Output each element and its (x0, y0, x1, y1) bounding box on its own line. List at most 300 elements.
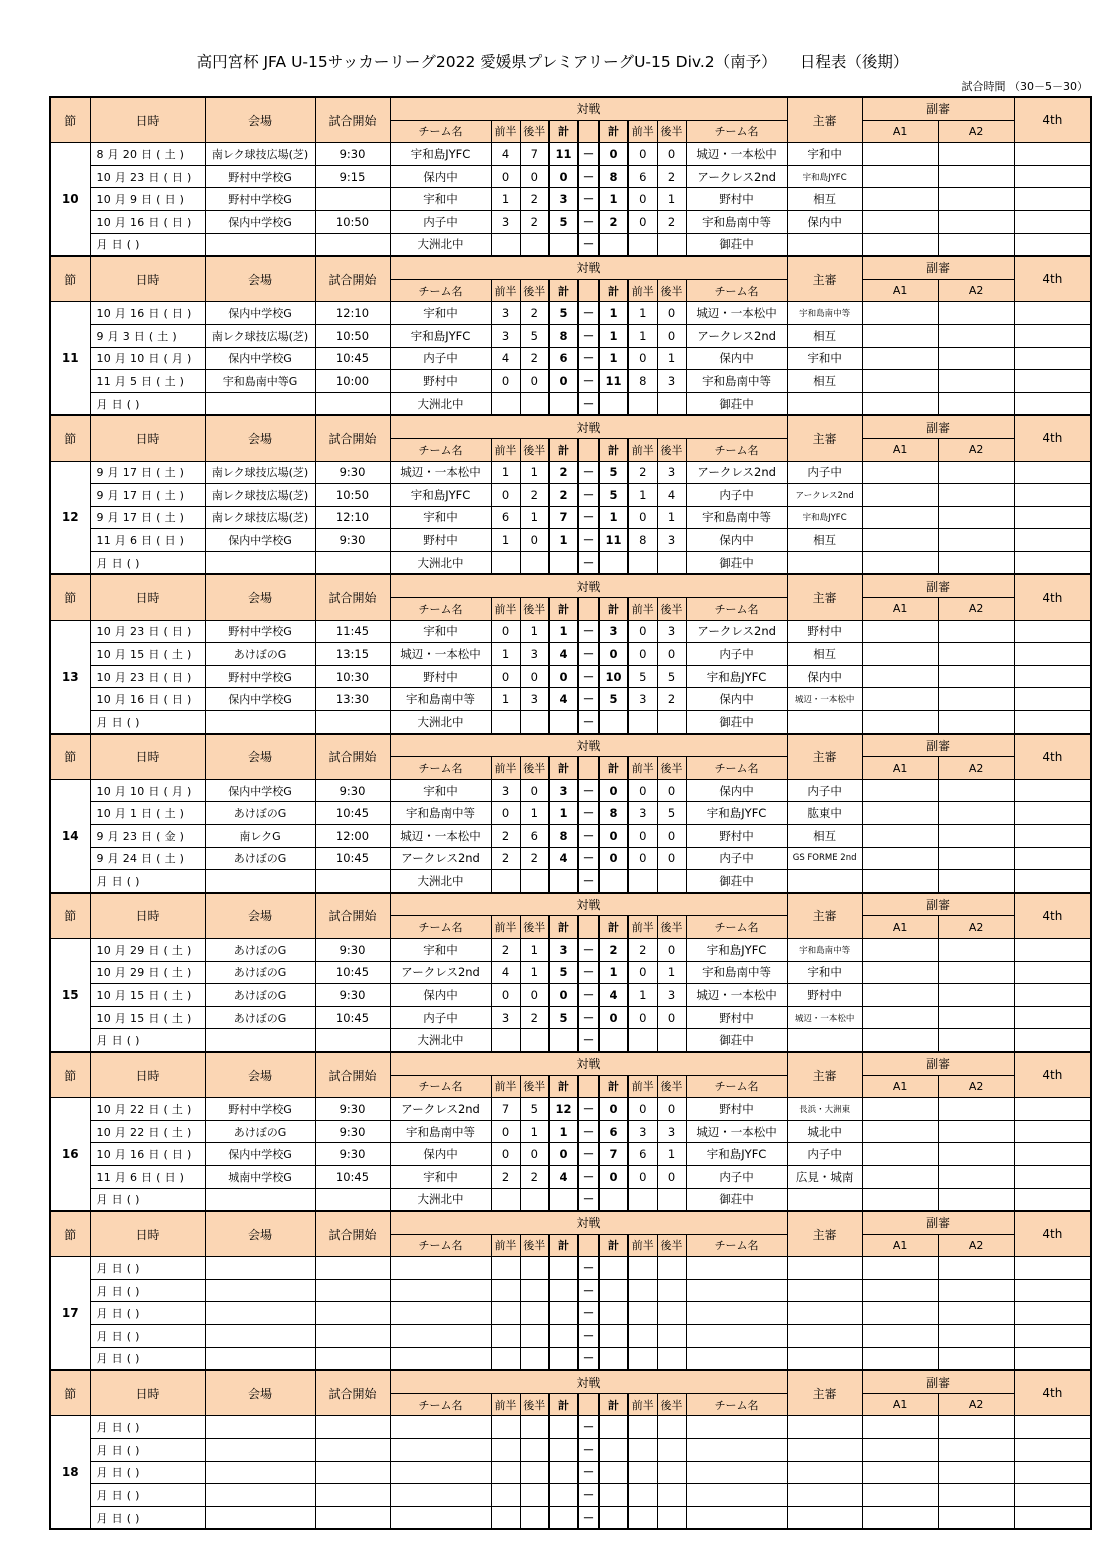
home-total-score (549, 1439, 578, 1462)
match-date: 月 日 ( ) (90, 551, 205, 574)
assistant-referee-a1 (862, 984, 938, 1007)
away-first-half-score (628, 392, 657, 415)
away-team: 宇和島南中等 (686, 506, 787, 529)
match-venue: 南レク球技広場(芝) (205, 461, 315, 484)
match-date: 月 日 ( ) (90, 1188, 205, 1211)
away-team: 御荘中 (686, 1029, 787, 1052)
header-referee: 主審 (787, 256, 862, 302)
away-first-half-score (628, 1029, 657, 1052)
score-separator: － (578, 711, 599, 734)
away-team: 御荘中 (686, 551, 787, 574)
header-venue: 会場 (205, 1370, 315, 1416)
away-team (686, 1484, 787, 1507)
header-away-team: チーム名 (686, 598, 787, 621)
away-total-score: 4 (599, 984, 628, 1007)
assistant-referee-a1 (862, 711, 938, 734)
kickoff-time (315, 188, 390, 211)
home-team: アークレス2nd (390, 961, 491, 984)
match-date: 10 月 23 日 ( 日 ) (90, 165, 205, 188)
kickoff-time: 10:45 (315, 847, 390, 870)
away-team: 城辺・一本松中 (686, 984, 787, 1007)
match-date: 月 日 ( ) (90, 711, 205, 734)
away-first-half-score: 3 (628, 688, 657, 711)
fourth-official (1014, 1006, 1091, 1029)
header-section: 節 (50, 97, 90, 143)
away-total-score (599, 1347, 628, 1370)
match-date: 月 日 ( ) (90, 1506, 205, 1529)
away-team: 内子中 (686, 847, 787, 870)
fourth-official (1014, 188, 1091, 211)
referee: 相互 (787, 643, 862, 666)
kickoff-time (315, 711, 390, 734)
assistant-referee-a2 (938, 302, 1014, 325)
home-first-half-score (491, 1347, 520, 1370)
score-separator: － (578, 825, 599, 848)
home-first-half-score: 7 (491, 1098, 520, 1121)
away-total-score: 1 (599, 188, 628, 211)
match-date: 10 月 10 日 ( 月 ) (90, 779, 205, 802)
match-venue: 保内中学校G (205, 347, 315, 370)
header-home-first-half: 前半 (491, 1234, 520, 1257)
assistant-referee-a1 (862, 1325, 938, 1348)
header-away-first-half: 前半 (628, 438, 657, 461)
assistant-referee-a2 (938, 961, 1014, 984)
match-date: 10 月 16 日 ( 日 ) (90, 1143, 205, 1166)
referee (787, 1279, 862, 1302)
away-second-half-score: 0 (657, 825, 686, 848)
assistant-referee-a2 (938, 506, 1014, 529)
match-date: 月 日 ( ) (90, 870, 205, 893)
assistant-referee-a2 (938, 688, 1014, 711)
match-venue (205, 1325, 315, 1348)
kickoff-time: 10:45 (315, 802, 390, 825)
header-a1: A1 (862, 279, 938, 302)
fourth-official (1014, 551, 1091, 574)
away-team (686, 1302, 787, 1325)
score-separator: － (578, 938, 599, 961)
match-time-note: 試合時間 （30－5－30） (961, 80, 1088, 93)
away-team: 内子中 (686, 1165, 787, 1188)
away-first-half-score: 8 (628, 370, 657, 393)
home-total-score: 5 (549, 210, 578, 233)
referee (787, 1484, 862, 1507)
kickoff-time: 9:30 (315, 143, 390, 166)
match-venue: 野村中学校G (205, 665, 315, 688)
header-away-second-half: 後半 (657, 757, 686, 780)
header-away-total: 計 (599, 120, 628, 143)
away-team: 御荘中 (686, 711, 787, 734)
away-first-half-score (628, 1347, 657, 1370)
header-datetime: 日時 (90, 415, 205, 461)
header-a1: A1 (862, 757, 938, 780)
home-total-score: 2 (549, 461, 578, 484)
kickoff-time: 12:00 (315, 825, 390, 848)
away-first-half-score: 0 (628, 779, 657, 802)
match-venue: 保内中学校G (205, 688, 315, 711)
assistant-referee-a2 (938, 1006, 1014, 1029)
score-separator: － (578, 1257, 599, 1280)
away-first-half-score: 2 (628, 938, 657, 961)
away-total-score (599, 392, 628, 415)
home-first-half-score (491, 1416, 520, 1439)
match-row-16-5 (50, 1188, 1091, 1211)
header-dash (578, 120, 599, 143)
match-row-12-3 (50, 506, 1091, 529)
home-total-score (549, 233, 578, 256)
kickoff-time: 9:30 (315, 984, 390, 1007)
header-section: 節 (50, 1211, 90, 1257)
away-first-half-score (628, 711, 657, 734)
away-total-score: 5 (599, 461, 628, 484)
away-total-score (599, 1439, 628, 1462)
match-row-10-3 (50, 188, 1091, 211)
header-home-second-half: 後半 (520, 279, 549, 302)
referee (787, 1302, 862, 1325)
match-date: 月 日 ( ) (90, 392, 205, 415)
assistant-referee-a2 (938, 347, 1014, 370)
fourth-official (1014, 1302, 1091, 1325)
home-second-half-score (520, 1302, 549, 1325)
match-row-15-2 (50, 961, 1091, 984)
away-total-score: 10 (599, 665, 628, 688)
score-separator: － (578, 484, 599, 507)
away-team (686, 1325, 787, 1348)
header-away-first-half: 前半 (628, 1075, 657, 1098)
fourth-official (1014, 1165, 1091, 1188)
score-separator: － (578, 1416, 599, 1439)
assistant-referee-a1 (862, 847, 938, 870)
match-row-11-3 (50, 347, 1091, 370)
header-referee: 主審 (787, 1370, 862, 1416)
away-team: 御荘中 (686, 1188, 787, 1211)
header-match: 対戦 (390, 97, 787, 120)
home-total-score: 0 (549, 1143, 578, 1166)
header-home-second-half: 後半 (520, 1234, 549, 1257)
fourth-official (1014, 711, 1091, 734)
header-dash (578, 1075, 599, 1098)
fourth-official (1014, 802, 1091, 825)
match-venue: あけぼのG (205, 847, 315, 870)
kickoff-time: 9:30 (315, 1143, 390, 1166)
assistant-referee-a1 (862, 779, 938, 802)
header-dash (578, 757, 599, 780)
home-second-half-score (520, 233, 549, 256)
away-first-half-score (628, 1484, 657, 1507)
header-match: 対戦 (390, 893, 787, 916)
home-second-half-score: 1 (520, 506, 549, 529)
home-first-half-score (491, 1439, 520, 1462)
assistant-referee-a1 (862, 1302, 938, 1325)
away-second-half-score: 3 (657, 984, 686, 1007)
match-venue: 南レク球技広場(芝) (205, 506, 315, 529)
away-team: アークレス2nd (686, 620, 787, 643)
header-a1: A1 (862, 1234, 938, 1257)
home-second-half-score (520, 1461, 549, 1484)
home-second-half-score (520, 1279, 549, 1302)
header-match: 対戦 (390, 734, 787, 757)
away-second-half-score (657, 1279, 686, 1302)
assistant-referee-a2 (938, 643, 1014, 666)
score-separator: － (578, 506, 599, 529)
fourth-official (1014, 1188, 1091, 1211)
header-home-first-half: 前半 (491, 916, 520, 939)
home-total-score (549, 551, 578, 574)
header-home-total: 計 (549, 438, 578, 461)
header-match: 対戦 (390, 415, 787, 438)
score-separator: － (578, 1325, 599, 1348)
kickoff-time: 9:30 (315, 1120, 390, 1143)
header-a1: A1 (862, 1075, 938, 1098)
home-second-half-score: 0 (520, 370, 549, 393)
match-row-10-4 (50, 210, 1091, 233)
score-separator: － (578, 847, 599, 870)
away-first-half-score: 0 (628, 847, 657, 870)
header-start-time: 試合開始 (315, 734, 390, 780)
away-first-half-score: 0 (628, 506, 657, 529)
section-number: 10 (50, 143, 90, 256)
section-number: 13 (50, 620, 90, 733)
away-first-half-score (628, 1461, 657, 1484)
fourth-official (1014, 984, 1091, 1007)
match-date: 10 月 1 日 ( 土 ) (90, 802, 205, 825)
referee: 宇和島JYFC (787, 165, 862, 188)
score-separator: － (578, 1120, 599, 1143)
match-venue: 南レク球技広場(芝) (205, 143, 315, 166)
away-total-score: 1 (599, 302, 628, 325)
match-venue (205, 1439, 315, 1462)
home-total-score: 8 (549, 825, 578, 848)
header-away-second-half: 後半 (657, 1393, 686, 1416)
header-fourth-official: 4th (1014, 574, 1091, 620)
away-first-half-score: 3 (628, 1120, 657, 1143)
score-separator: － (578, 370, 599, 393)
match-venue (205, 1461, 315, 1484)
home-second-half-score: 5 (520, 324, 549, 347)
assistant-referee-a1 (862, 506, 938, 529)
header-home-second-half: 後半 (520, 120, 549, 143)
fourth-official (1014, 461, 1091, 484)
header-away-second-half: 後半 (657, 916, 686, 939)
score-separator: － (578, 1439, 599, 1462)
score-separator: － (578, 165, 599, 188)
header-assistant-referee: 副審 (862, 1052, 1014, 1075)
referee (787, 551, 862, 574)
header-match: 対戦 (390, 1211, 787, 1234)
fourth-official (1014, 1347, 1091, 1370)
away-first-half-score: 5 (628, 665, 657, 688)
away-second-half-score: 0 (657, 938, 686, 961)
match-row-18-2 (50, 1439, 1091, 1462)
fourth-official (1014, 165, 1091, 188)
match-venue: 宇和島南中等G (205, 370, 315, 393)
assistant-referee-a2 (938, 1257, 1014, 1280)
match-date: 9 月 17 日 ( 土 ) (90, 484, 205, 507)
assistant-referee-a2 (938, 1188, 1014, 1211)
score-separator: － (578, 188, 599, 211)
home-total-score: 5 (549, 961, 578, 984)
match-venue: 城南中学校G (205, 1165, 315, 1188)
score-separator: － (578, 802, 599, 825)
header-a2: A2 (938, 279, 1014, 302)
kickoff-time: 10:50 (315, 484, 390, 507)
assistant-referee-a2 (938, 484, 1014, 507)
score-separator: － (578, 1098, 599, 1121)
home-second-half-score (520, 1416, 549, 1439)
header-a2: A2 (938, 1393, 1014, 1416)
assistant-referee-a2 (938, 779, 1014, 802)
away-second-half-score (657, 1461, 686, 1484)
home-second-half-score: 0 (520, 665, 549, 688)
header-dash (578, 1393, 599, 1416)
assistant-referee-a1 (862, 370, 938, 393)
header-section: 節 (50, 256, 90, 302)
home-first-half-score (491, 233, 520, 256)
header-away-total: 計 (599, 279, 628, 302)
header-away-team: チーム名 (686, 1393, 787, 1416)
fourth-official (1014, 1416, 1091, 1439)
away-second-half-score (657, 711, 686, 734)
home-team: 宇和中 (390, 188, 491, 211)
kickoff-time: 11:45 (315, 620, 390, 643)
header-match: 対戦 (390, 256, 787, 279)
away-team: 城辺・一本松中 (686, 143, 787, 166)
fourth-official (1014, 620, 1091, 643)
header-away-team: チーム名 (686, 1234, 787, 1257)
match-venue (205, 1029, 315, 1052)
away-team: 宇和島JYFC (686, 665, 787, 688)
assistant-referee-a2 (938, 461, 1014, 484)
header-assistant-referee: 副審 (862, 1211, 1014, 1234)
home-team: 城辺・一本松中 (390, 825, 491, 848)
match-venue: 保内中学校G (205, 529, 315, 552)
home-total-score: 1 (549, 1120, 578, 1143)
home-second-half-score: 0 (520, 984, 549, 1007)
assistant-referee-a1 (862, 1279, 938, 1302)
away-second-half-score: 3 (657, 1120, 686, 1143)
assistant-referee-a2 (938, 620, 1014, 643)
away-team: 野村中 (686, 1098, 787, 1121)
assistant-referee-a1 (862, 484, 938, 507)
assistant-referee-a1 (862, 302, 938, 325)
header-home-second-half: 後半 (520, 1393, 549, 1416)
header-away-team: チーム名 (686, 1075, 787, 1098)
header-home-team: チーム名 (390, 1393, 491, 1416)
assistant-referee-a2 (938, 188, 1014, 211)
score-separator: － (578, 643, 599, 666)
match-row-16-4 (50, 1165, 1091, 1188)
match-venue (205, 1279, 315, 1302)
referee (787, 1416, 862, 1439)
home-team: 内子中 (390, 347, 491, 370)
match-row-18-4 (50, 1484, 1091, 1507)
home-second-half-score (520, 711, 549, 734)
fourth-official (1014, 1461, 1091, 1484)
home-second-half-score (520, 870, 549, 893)
away-total-score: 11 (599, 529, 628, 552)
assistant-referee-a2 (938, 1461, 1014, 1484)
header-away-first-half: 前半 (628, 279, 657, 302)
kickoff-time: 9:30 (315, 529, 390, 552)
away-team: 城辺・一本松中 (686, 1120, 787, 1143)
home-second-half-score: 2 (520, 1006, 549, 1029)
assistant-referee-a2 (938, 143, 1014, 166)
away-team: 城辺・一本松中 (686, 302, 787, 325)
home-second-half-score: 1 (520, 938, 549, 961)
assistant-referee-a2 (938, 1506, 1014, 1529)
home-team: 保内中 (390, 165, 491, 188)
away-second-half-score: 5 (657, 665, 686, 688)
header-fourth-official: 4th (1014, 893, 1091, 939)
match-row-15-1 (50, 938, 1091, 961)
assistant-referee-a2 (938, 665, 1014, 688)
home-second-half-score: 2 (520, 847, 549, 870)
match-row-12-4 (50, 529, 1091, 552)
home-first-half-score: 0 (491, 802, 520, 825)
home-first-half-score: 3 (491, 302, 520, 325)
away-second-half-score (657, 870, 686, 893)
home-team: 宇和中 (390, 302, 491, 325)
match-row-10-2 (50, 165, 1091, 188)
home-first-half-score (491, 1257, 520, 1280)
assistant-referee-a1 (862, 1416, 938, 1439)
home-first-half-score: 1 (491, 688, 520, 711)
match-row-12-5 (50, 551, 1091, 574)
match-row-11-4 (50, 370, 1091, 393)
header-fourth-official: 4th (1014, 97, 1091, 143)
header-start-time: 試合開始 (315, 415, 390, 461)
home-team: 宇和島JYFC (390, 484, 491, 507)
away-second-half-score: 1 (657, 961, 686, 984)
referee (787, 1188, 862, 1211)
home-first-half-score: 0 (491, 165, 520, 188)
score-separator: － (578, 1165, 599, 1188)
home-total-score: 7 (549, 506, 578, 529)
home-team: 野村中 (390, 665, 491, 688)
home-total-score: 1 (549, 529, 578, 552)
away-first-half-score (628, 1188, 657, 1211)
header-away-second-half: 後半 (657, 1234, 686, 1257)
assistant-referee-a2 (938, 1302, 1014, 1325)
away-second-half-score: 2 (657, 688, 686, 711)
assistant-referee-a2 (938, 165, 1014, 188)
match-venue (205, 1506, 315, 1529)
match-row-14-5 (50, 870, 1091, 893)
assistant-referee-a1 (862, 1143, 938, 1166)
away-total-score: 0 (599, 643, 628, 666)
away-first-half-score (628, 551, 657, 574)
match-row-13-5 (50, 711, 1091, 734)
home-first-half-score: 4 (491, 143, 520, 166)
fourth-official (1014, 779, 1091, 802)
home-team: 野村中 (390, 529, 491, 552)
home-first-half-score: 3 (491, 779, 520, 802)
fourth-official (1014, 870, 1091, 893)
assistant-referee-a1 (862, 1484, 938, 1507)
away-team: 宇和島JYFC (686, 1143, 787, 1166)
header-home-team: チーム名 (390, 598, 491, 621)
away-team: 保内中 (686, 529, 787, 552)
away-first-half-score: 0 (628, 1098, 657, 1121)
away-team (686, 1506, 787, 1529)
referee: 肱東中 (787, 802, 862, 825)
referee: 宇和中 (787, 961, 862, 984)
home-team: 宇和中 (390, 506, 491, 529)
away-second-half-score (657, 1484, 686, 1507)
header-away-team: チーム名 (686, 279, 787, 302)
header-home-team: チーム名 (390, 916, 491, 939)
match-row-15-3 (50, 984, 1091, 1007)
match-row-17-5 (50, 1347, 1091, 1370)
